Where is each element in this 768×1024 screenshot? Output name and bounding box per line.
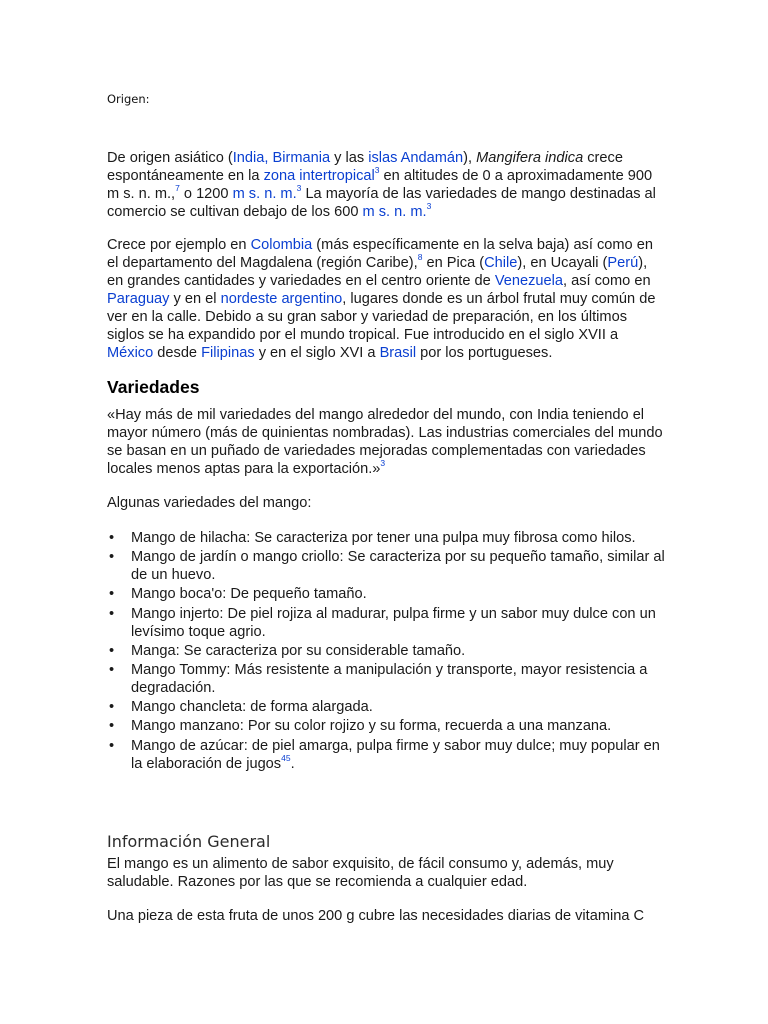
text-run: y en el siglo XVI a [254,345,380,361]
list-item: • Mango injerto: De piel rojiza al madurar, pulpa firme y un sabor muy dulce con un levísimo toque agrio. [107,605,667,641]
list-item: • Mango de hilacha: Se caracteriza por tener una pulpa muy fibrosa como hilos. [107,529,667,547]
text-run: y las [330,150,369,166]
link-india-birmania[interactable]: India, Birmania [232,150,331,166]
link-msnm[interactable]: m s. n. m. [362,204,427,220]
link-paraguay[interactable]: Paraguay [107,291,170,307]
paragraph-vitamin: Una pieza de esta fruta de unos 200 g cubre las necesidades diarias de vitamina C [107,908,645,924]
link-brasil[interactable]: Brasil [379,345,417,361]
text-run: ), en Ucayali ( [517,255,608,271]
text-run: en Pica ( [422,255,485,271]
text-run: ), [463,150,477,166]
section-heading-informacion-general: Información General [107,832,271,851]
section-heading-variedades: Variedades [107,377,200,397]
paragraph-intro-list: Algunas variedades del mango: [107,495,312,511]
text-run: . [290,755,295,772]
text-run: desde [153,345,202,361]
link-chile[interactable]: Chile [484,255,518,271]
list-item: • Manga: Se caracteriza por su considerable tamaño. [107,642,667,660]
link-msnm[interactable]: m s. n. m. [232,186,297,202]
list-item: • Mango manzano: Por su color rojizo y su forma, recuerda a una manzana. [107,717,667,735]
text-run: , así como en [562,273,651,289]
paragraph-info: El mango es un alimento de sabor exquisito, de fácil consumo y, además, muy saludable. Razones por las que se recomienda a cualquier edad. [107,856,614,890]
paragraph-origin [107,149,667,221]
link-venezuela[interactable]: Venezuela [494,273,563,289]
text-run: De origen asiático ( [107,150,233,166]
list-item [107,737,667,773]
text-run: ), en grandes cantidades y variedades en el centro oriente de [107,255,648,289]
link-filipinas[interactable]: Filipinas [201,345,255,361]
text-run: (más específicamente en la selva baja) así como en el departamento del Magdalena (región Caribe), [107,237,653,271]
footnote-ref[interactable]: 8 [417,252,423,262]
text-run: o 1200 [179,186,233,202]
list-item: • Mango Tommy: Más resistente a manipulación y transporte, mayor resistencia a degradación. [107,661,667,697]
paragraph-distribution [107,236,667,362]
text-run: y en el [169,291,221,307]
text-run: La mayoría de las variedades de mango destinadas al comercio se cultivan debajo de los 600 [107,186,656,220]
list-item: • Mango de jardín o mango criollo: Se caracteriza por su pequeño tamaño, similar al de un huevo. [107,548,667,584]
text-run: Crece por ejemplo en [107,237,251,253]
footnote-ref[interactable]: 3 [426,201,432,211]
text-run: en altitudes de 0 a aproximadamente 900 m s. n. m., [107,168,653,202]
link-islas-andaman[interactable]: islas Andamán [368,150,464,166]
link-peru[interactable]: Perú [607,255,639,271]
footnote-ref[interactable]: 3 [380,458,386,468]
scientific-name: Mangifera indica [476,150,584,166]
footnote-ref[interactable]: 3 [374,165,380,175]
link-zona-intertropical[interactable]: zona intertropical [263,168,375,184]
variety-list [107,529,667,774]
text-run: crece espontáneamente en la [107,150,623,184]
text-run: por los portugueses. [416,345,553,361]
list-item: • Mango boca'o: De pequeño tamaño. [107,585,667,603]
link-nordeste-argentino[interactable]: nordeste argentino [220,291,343,307]
paragraph-quote [107,406,667,478]
link-mexico[interactable]: México [107,345,154,361]
list-item-text: Mango de azúcar: de piel amarga, pulpa firme y sabor muy dulce; muy popular en la elaboración de jugos [131,737,660,772]
origen-label: Origen: [107,92,150,106]
text-run: , lugares donde es un árbol frutal muy común de ver en la calle. Debido a su gran sabor y variedad de preparación, en los últimos siglos se ha expandido por el mundo tropical. Fue introducido en el siglo XVII a [107,291,656,343]
list-item: • Mango chancleta: de forma alargada. [107,698,667,716]
footnote-ref[interactable]: 3 [296,183,302,193]
footnote-ref[interactable]: 7 [175,183,180,193]
footnote-ref[interactable]: 45 [281,752,291,763]
link-colombia[interactable]: Colombia [250,237,313,253]
quote-text: «Hay más de mil variedades del mango alrededor del mundo, con India teniendo el mayor número (más de quinientas nombradas). Las industrias comerciales del mundo se basan en un puñado de variedades mejoradas complementadas con variedades locales menos aptas para la exportación.» [107,407,663,477]
